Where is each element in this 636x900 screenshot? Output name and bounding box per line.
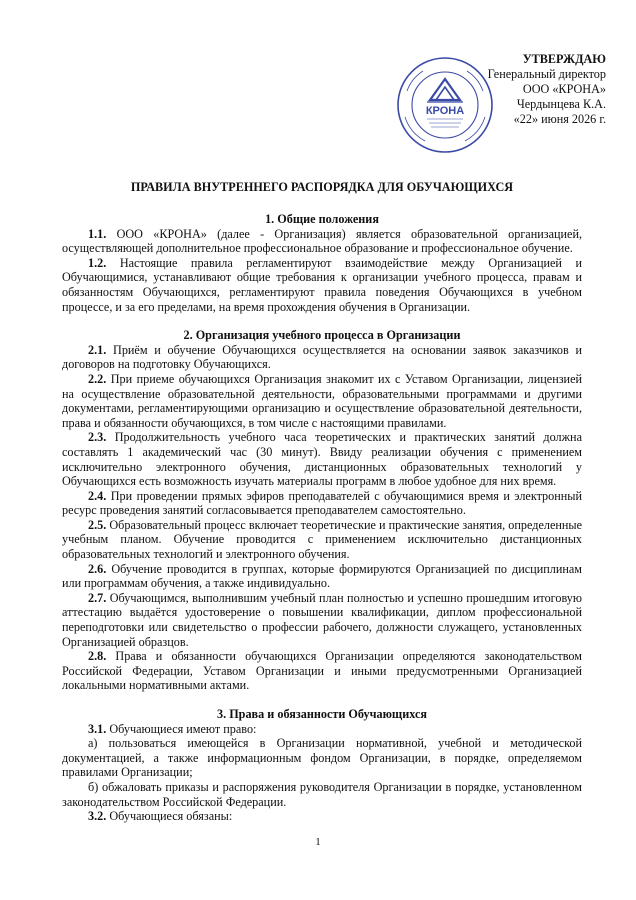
section-2 [62,328,582,693]
paragraph [62,809,582,824]
paragraph-text: Обучающимся, выполнившим учебный план полностью и успешно прошедшим итоговую аттестацию выдаётся удостоверение о повышении квалификации, диплом профессиональной переподготовки или свидетельство о профессии рабочего, должности служащего, установленных Организацией образцов. [62,590,582,649]
approval-heading: УТВЕРЖДАЮ [522,52,606,66]
section-title: 2. Организация учебного процесса в Организации [183,328,461,343]
document-body [62,212,582,824]
paragraph [62,649,582,693]
approval-name: Чердынцева К.А. [516,97,606,111]
paragraph [62,227,582,256]
section-3 [62,707,582,824]
paragraph-text: Настоящие правила регламентируют взаимодействие между Организацией и Обучающимися, устанавливают общие требования к организации учебного процесса, правам и обязанностям Обучающихся, регламентируют правила поведения Обучающихся в учебном процессе, и за его пределами, на время прохождения обучения в Организации. [62,255,582,314]
paragraph-number: 2.8. [88,649,107,664]
paragraph-number: 3.1. [88,721,107,736]
paragraph [62,256,582,314]
paragraph-number: 3.2. [88,809,107,824]
paragraph-text: Образовательный процесс включает теоретические и практические занятия, определенные учебным планом. Обучение проводится с применением исключительно дистанционных образовательных технологий и электронного обучения. [62,517,582,562]
paragraph-text: Права и обязанности обучающихся Организации определяются законодательством Российской Федерации, Уставом Организации и иными предусмотренными Организацией локальными нормативными актами. [62,649,582,693]
paragraph-text: б) обжаловать приказы и распоряжения руководителя Организации в порядке, установленном законодательством Российской Федерации. [62,779,582,809]
paragraph-text: Продолжительность учебного часа теоретических и практических занятий должна составлять 1 академический час (30 минут). Ввиду реализации обучения с применением исключительно электронного обучения, дистанционных образовательных технологий у Обучающихся есть возможность изучать материалы программ в любое удобное для них время. [62,430,582,489]
paragraph [62,518,582,562]
paragraph-text: Обучающиеся имеют право: [109,721,257,736]
paragraph-number: 2.6. [88,561,107,576]
page-number: 1 [315,836,321,848]
approval-company: ООО «КРОНА» [522,82,606,96]
paragraph-number: 1.1. [88,226,107,241]
paragraph-text: При приеме обучающихся Организация знакомит их с Уставом Организации, лицензией на осуществление образовательной деятельности, образовательными программами и другими документами, регламентирующими организацию и осуществление образовательной деятельности, права и обязанности обучающихся, в том числе с настоящими правилами. [62,371,583,430]
section-spacer [62,314,582,328]
section-title: 1. Общие положения [265,212,379,226]
section-spacer [62,693,582,707]
paragraph-number: 2.5. [88,517,107,532]
section-title: 3. Права и обязанности Обучающихся [217,707,427,721]
approval-block [406,52,606,127]
section-1 [62,212,582,314]
paragraph-number: 2.7. [88,590,107,605]
approval-date: «22» июня 2026 г. [513,112,606,126]
paragraph-text: Приём и обучение Обучающихся осуществляется на основании заявок заказчиков и договоров на подготовку Обучающихся. [62,342,582,372]
paragraph [62,343,582,372]
paragraph-text: При проведении прямых эфиров преподавателей с обучающимися время и электронный ресурс проведения занятий согласовывается преподавателем самостоятельно. [62,488,582,518]
approval-position: Генеральный директор [487,67,606,81]
paragraph [62,562,582,591]
paragraph [62,780,582,809]
paragraph [62,489,582,518]
paragraph [62,736,582,780]
paragraph [62,722,582,737]
paragraph [62,430,582,488]
paragraph-number: 1.2. [88,255,107,270]
paragraph-number: 2.2. [88,371,107,386]
paragraph-text: Обучающиеся обязаны: [109,809,233,824]
paragraph-number: 2.1. [88,342,107,357]
paragraph-text: а) пользоваться имеющейся в Организации нормативной, учебной и методической документацией, а также информационным фондом Организации, в порядке, определяемом правилами Организации; [62,736,582,780]
document-title: ПРАВИЛА ВНУТРЕННЕГО РАСПОРЯДКА ДЛЯ ОБУЧАЮЩИХСЯ [130,180,514,194]
paragraph-number: 2.3. [88,430,107,445]
seal-logo-text: КРОНА [425,105,465,117]
paragraph-text: ООО «КРОНА» (далее - Организация) является образовательной организацией, осуществляющей дополнительное профессиональное образование и профессиональное обучение. [62,226,583,256]
paragraph [62,372,582,430]
paragraph-text: Обучение проводится в группах, которые формируются Организацией по дисциплинам или программам обучения, а также индивидуально. [62,561,583,591]
paragraph-number: 2.4. [88,488,107,503]
paragraph [62,591,582,649]
